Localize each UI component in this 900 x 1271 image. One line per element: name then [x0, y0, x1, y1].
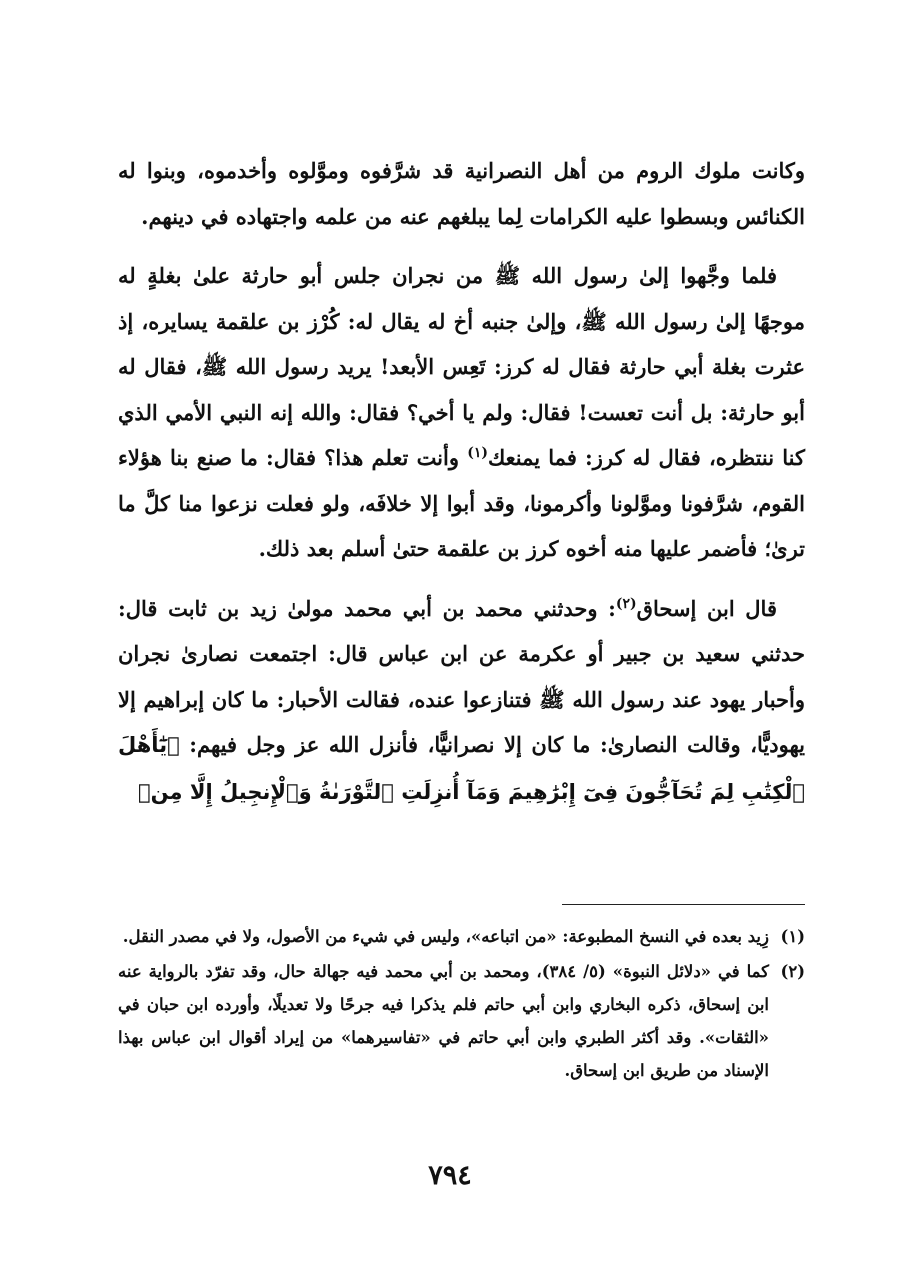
- footnote-separator: [562, 904, 805, 905]
- paragraph-3-text-a: قال ابن إسحاق: [636, 595, 777, 621]
- main-text: [118, 148, 805, 815]
- paragraph-3-text-b: : وحدثني محمد بن أبي محمد مولىٰ زيد بن ثابت قال: حدثني سعيد بن جبير أو عكرمة عن ابن عباس قال: اجتمعت نصارىٰ نجران وأحبار يهود عند رسول الله ﷺ فتنازعوا عنده، فقالت الأحبار: ما كان إبراهيم إلا يهوديًّا، وقالت النصارىٰ: ما كان إلا نصرانيًّا، فأنزل الله عز وجل فيهم:: [118, 595, 805, 757]
- footnote-ref-1[interactable]: (١): [467, 445, 488, 461]
- footnote-2: [118, 955, 805, 1087]
- paragraph-2-text-a: فلما وجَّهوا إلىٰ رسول الله ﷺ من نجران جلس أبو حارثة علىٰ بغلةٍ له موجهًا إلىٰ رسول الله ﷺ، وإلىٰ جنبه أخ له يقال له: كُرْز بن علقمة يسايره، إذ عثرت بغلة أبي حارثة فقال له كرز: تَعِس الأبعد! يريد رسول الله ﷺ، فقال له أبو حارثة: بل أنت تعست! فقال: ولم يا أخي؟ فقال: والله إنه النبي الأمي الذي كنا ننتظره، فقال له كرز: فما يمنعك: [118, 263, 805, 470]
- footnote-2-text: كما في «دلائل النبوة» (٥/ ٣٨٤)، ومحمد بن أبي محمد فيه جهالة حال، وقد تفرّد بالرواية عنه ابن إسحاق، ذكره البخاري وابن أبي حاتم فلم يذكرا فيه جرحًا ولا تعديلًا، وأورده ابن حبان في «الثقات». وقد أكثر الطبري وابن أبي حاتم في «تفاسيرهما» من إيراد أقوال ابن عباس بهذا الإسناد من طريق ابن إسحاق.: [118, 962, 769, 1080]
- page-number: ٧٩٤: [428, 1160, 472, 1191]
- footnotes: [118, 920, 805, 1089]
- paragraph-2-text-b: وأنت تعلم هذا؟ فقال: ما صنع بنا هؤلاء القوم، شرَّفونا وموَّلونا وأكرمونا، وقد أبوا إلا خلافَه، ولو فعلت نزعوا منا كلَّ ما ترىٰ؛ فأضمر عليها منه أخوه كرز بن علقمة حتىٰ أسلم بعد ذلك.: [118, 445, 805, 561]
- paragraph-2: [118, 253, 805, 572]
- footnote-1-text: زِيد بعده في النسخ المطبوعة: «من اتباعه»، وليس في شيء من الأصول، ولا في مصدر النقل.: [122, 927, 769, 946]
- paragraph-1-text: وكانت ملوك الروم من أهل النصرانية قد شرَّفوه وموَّلوه وأخدموه، وبنوا له الكنائس وبسطوا عليه الكرامات لِما يبلغهم عنه من علمه واجتهاده في دينهم.: [118, 158, 805, 229]
- footnote-ref-2[interactable]: (٢): [615, 595, 637, 612]
- footnote-1: [118, 920, 805, 953]
- quran-verse: ﴿يَٰٓأَهْلَ ٱلْكِتَٰبِ لِمَ تُحَآجُّونَ فِىٓ إِبْرَٰهِيمَ وَمَآ أُنزِلَتِ ٱلتَّوْرَىٰةُ وَٱلْإِنجِيلُ إِلَّا مِنۢ: [118, 733, 805, 804]
- paragraph-1: [118, 148, 805, 239]
- paragraph-3: [118, 586, 805, 816]
- footnote-1-number: (١): [780, 927, 805, 946]
- footnote-2-number: (٢): [780, 962, 805, 981]
